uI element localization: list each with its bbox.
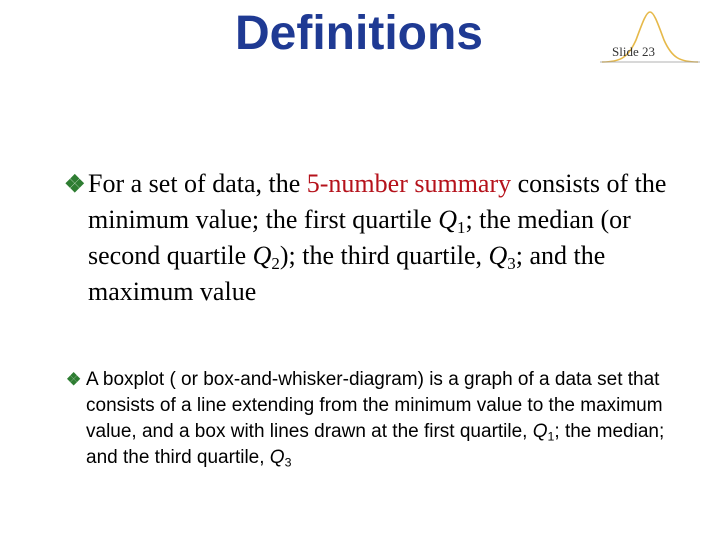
q1-subscript: 1 <box>547 429 555 444</box>
bullet1-text-1: For a set of data, the <box>88 169 307 198</box>
diamond-bullet-icon: ❖ <box>64 172 86 198</box>
q1-subscript: 1 <box>456 218 466 238</box>
bullet-five-number-summary <box>88 166 678 310</box>
slide-title-text: Definitions <box>235 7 483 60</box>
bullet1-text-4: ); the third quartile, <box>279 241 489 270</box>
q3-variable: Q <box>269 447 285 468</box>
q1-variable: Q <box>532 421 548 442</box>
bullet1-text-2: consists of the minimum value; the first quartile <box>88 169 667 234</box>
q2-variable: Q <box>252 241 272 270</box>
q3-variable: Q <box>488 241 508 270</box>
bullet1-text-5: ; and the maximum value <box>88 241 606 306</box>
q1-variable: Q <box>438 205 457 234</box>
q3-subscript: 3 <box>284 455 292 470</box>
diamond-bullet-icon: ❖ <box>66 370 82 389</box>
bullet2-text-2: ; the median; and the third quartile, <box>86 421 665 468</box>
q3-subscript: 3 <box>507 254 516 274</box>
slide-number-label: Slide 23 <box>612 44 655 59</box>
bullet1-text-3: ; the median (or second quartile <box>88 205 631 270</box>
bullet2-text-1: A boxplot ( or box-and-whisker-diagram) is a graph of a data set that consists of a line extending from the minimum value to the maximum value, and a box with lines drawn at the first quartile, <box>86 369 663 442</box>
q2-subscript: 2 <box>271 254 280 274</box>
bullet-boxplot-definition <box>86 367 686 471</box>
highlighted-term: 5-number summary <box>306 169 512 198</box>
